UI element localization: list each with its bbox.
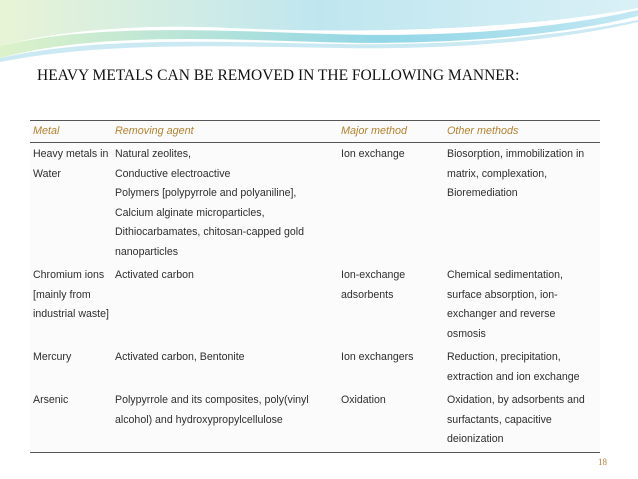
cell-other-methods: Reduction, precipitation, extraction and ion exchange — [447, 351, 580, 383]
header-major-method: Major method — [341, 125, 408, 137]
agent-line: Polypyrrole and its composites, poly(vinyl alcohol) and hydroxypropylcellulose — [115, 394, 309, 426]
cell-metal: Arsenic — [33, 394, 69, 406]
cell-major-method: Ion-exchange adsorbents — [341, 269, 406, 301]
header-other-methods: Other methods — [447, 125, 519, 137]
cell-major-method: Ion exchange — [341, 148, 405, 160]
agent-line: Natural zeolites, — [115, 148, 191, 160]
table-row — [30, 389, 600, 452]
header-metal: Metal — [33, 125, 60, 137]
header-removing-agent: Removing agent — [115, 125, 194, 137]
slide-title: HEAVY METALS CAN BE REMOVED IN THE FOLLOWING MANNER: — [37, 67, 520, 84]
table-header-row — [30, 121, 600, 143]
cell-removing-agent — [112, 389, 338, 452]
cell-removing-agent — [112, 143, 338, 265]
cell-metal: Heavy metals in Water — [33, 148, 109, 180]
cell-major-method: Oxidation — [341, 394, 386, 406]
agent-line: Activated carbon — [115, 269, 194, 281]
table-row — [30, 143, 600, 265]
agent-line: Polymers [polypyrrole and polyaniline], Calcium alginate microparticles, Dithiocarbamates, chitosan-capped gold nanoparticles — [115, 187, 305, 258]
cell-metal: Chromium ions [mainly from industrial waste] — [33, 269, 109, 320]
agent-line: Activated carbon, Bentonite — [115, 351, 245, 363]
cell-other-methods: Oxidation, by adsorbents and surfactants, capacitive deionization — [447, 394, 585, 445]
cell-other-methods: Biosorption, immobilization in matrix, complexation, Bioremediation — [447, 148, 585, 199]
table-row — [30, 346, 600, 389]
cell-other-methods: Chemical sedimentation, surface absorption, ion-exchanger and reverse osmosis — [447, 269, 563, 340]
cell-metal: Mercury — [33, 351, 72, 363]
table-row — [30, 264, 600, 346]
heavy-metals-table — [30, 120, 600, 453]
cell-major-method: Ion exchangers — [341, 351, 414, 363]
header-swoosh-decoration — [0, 0, 638, 70]
cell-removing-agent — [112, 346, 338, 389]
page-number: 18 — [598, 457, 607, 467]
agent-line: Conductive electroactive — [115, 167, 231, 180]
cell-removing-agent — [112, 264, 338, 346]
